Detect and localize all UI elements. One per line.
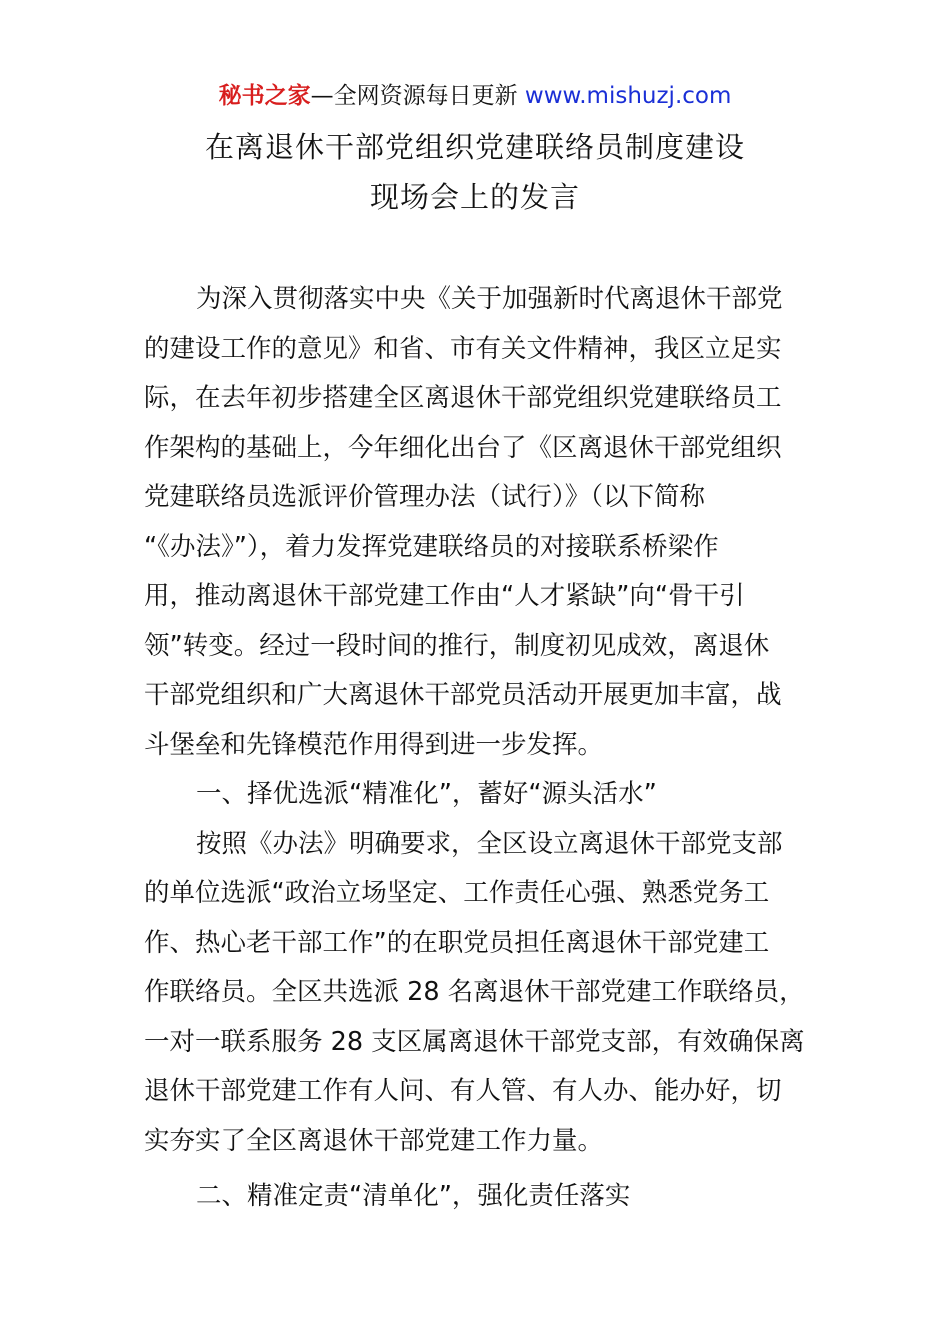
paragraph-line: 的建设工作的意见》和省、市有关文件精神，我区立足实 xyxy=(144,333,782,364)
paragraph-line: 按照《办法》明确要求，全区设立离退休干部党支部 xyxy=(196,828,783,859)
paragraph xyxy=(144,275,824,770)
site-header xyxy=(0,80,950,112)
paragraph-line: 用，推动离退休干部党建工作由“人才紧缺”向“骨干引 xyxy=(144,581,745,611)
paragraph-line: 际，在去年初步搭建全区离退休干部党组织党建联络员工 xyxy=(144,383,782,413)
paragraph-line: 实夯实了全区离退休干部党建工作力量。 xyxy=(144,1125,604,1156)
site-url-link[interactable]: www.mishuzj.com xyxy=(524,83,732,109)
document-title-line-2: 现场会上的发言 xyxy=(369,180,580,214)
paragraph-line: 斗堡垒和先锋模范作用得到进一步发挥。 xyxy=(144,729,604,760)
paragraph-line: “《办法》”），着力发挥党建联络员的对接联系桥梁作 xyxy=(144,531,719,562)
section-heading: 二、精准定责“清单化”，强化责任落实 xyxy=(196,1181,631,1211)
paragraph-line: 干部党组织和广大离退休干部党员活动开展更加丰富，战 xyxy=(144,680,782,710)
paragraph-line: 退休干部党建工作有人问、有人管、有人办、能办好，切 xyxy=(144,1076,782,1106)
paragraph-line: 作联络员。全区共选派 28 名离退休干部党建工作联络员， xyxy=(144,977,805,1007)
paragraph-line: 的单位选派“政治立场坚定、工作责任心强、熟悉党务工 xyxy=(144,878,770,908)
site-brand: 秘书之家 xyxy=(218,83,311,109)
paragraph-line: 党建联络员选派评价管理办法（试行）》（以下简称 xyxy=(144,482,706,512)
paragraph-line: 作、热心老干部工作”的在职党员担任离退休干部党建工 xyxy=(144,927,770,958)
paragraph-line: 领”转变。经过一段时间的推行，制度初见成效，离退休 xyxy=(144,630,770,661)
paragraph xyxy=(144,820,824,1167)
site-slogan: —全网资源每日更新 xyxy=(310,83,518,109)
paragraph-line: 一对一联系服务 28 支区属离退休干部党支部，有效确保离 xyxy=(144,1026,805,1057)
paragraph-line: 为深入贯彻落实中央《关于加强新时代离退休干部党 xyxy=(196,284,783,314)
document-title-line-1: 在离退休干部党组织党建联络员制度建设 xyxy=(204,130,745,164)
document-body xyxy=(144,275,824,1222)
paragraph-line: 作架构的基础上，今年细化出台了《区离退休干部党组织 xyxy=(144,432,782,463)
section-heading: 一、择优选派“精准化”，蓄好“源头活水” xyxy=(196,779,657,809)
